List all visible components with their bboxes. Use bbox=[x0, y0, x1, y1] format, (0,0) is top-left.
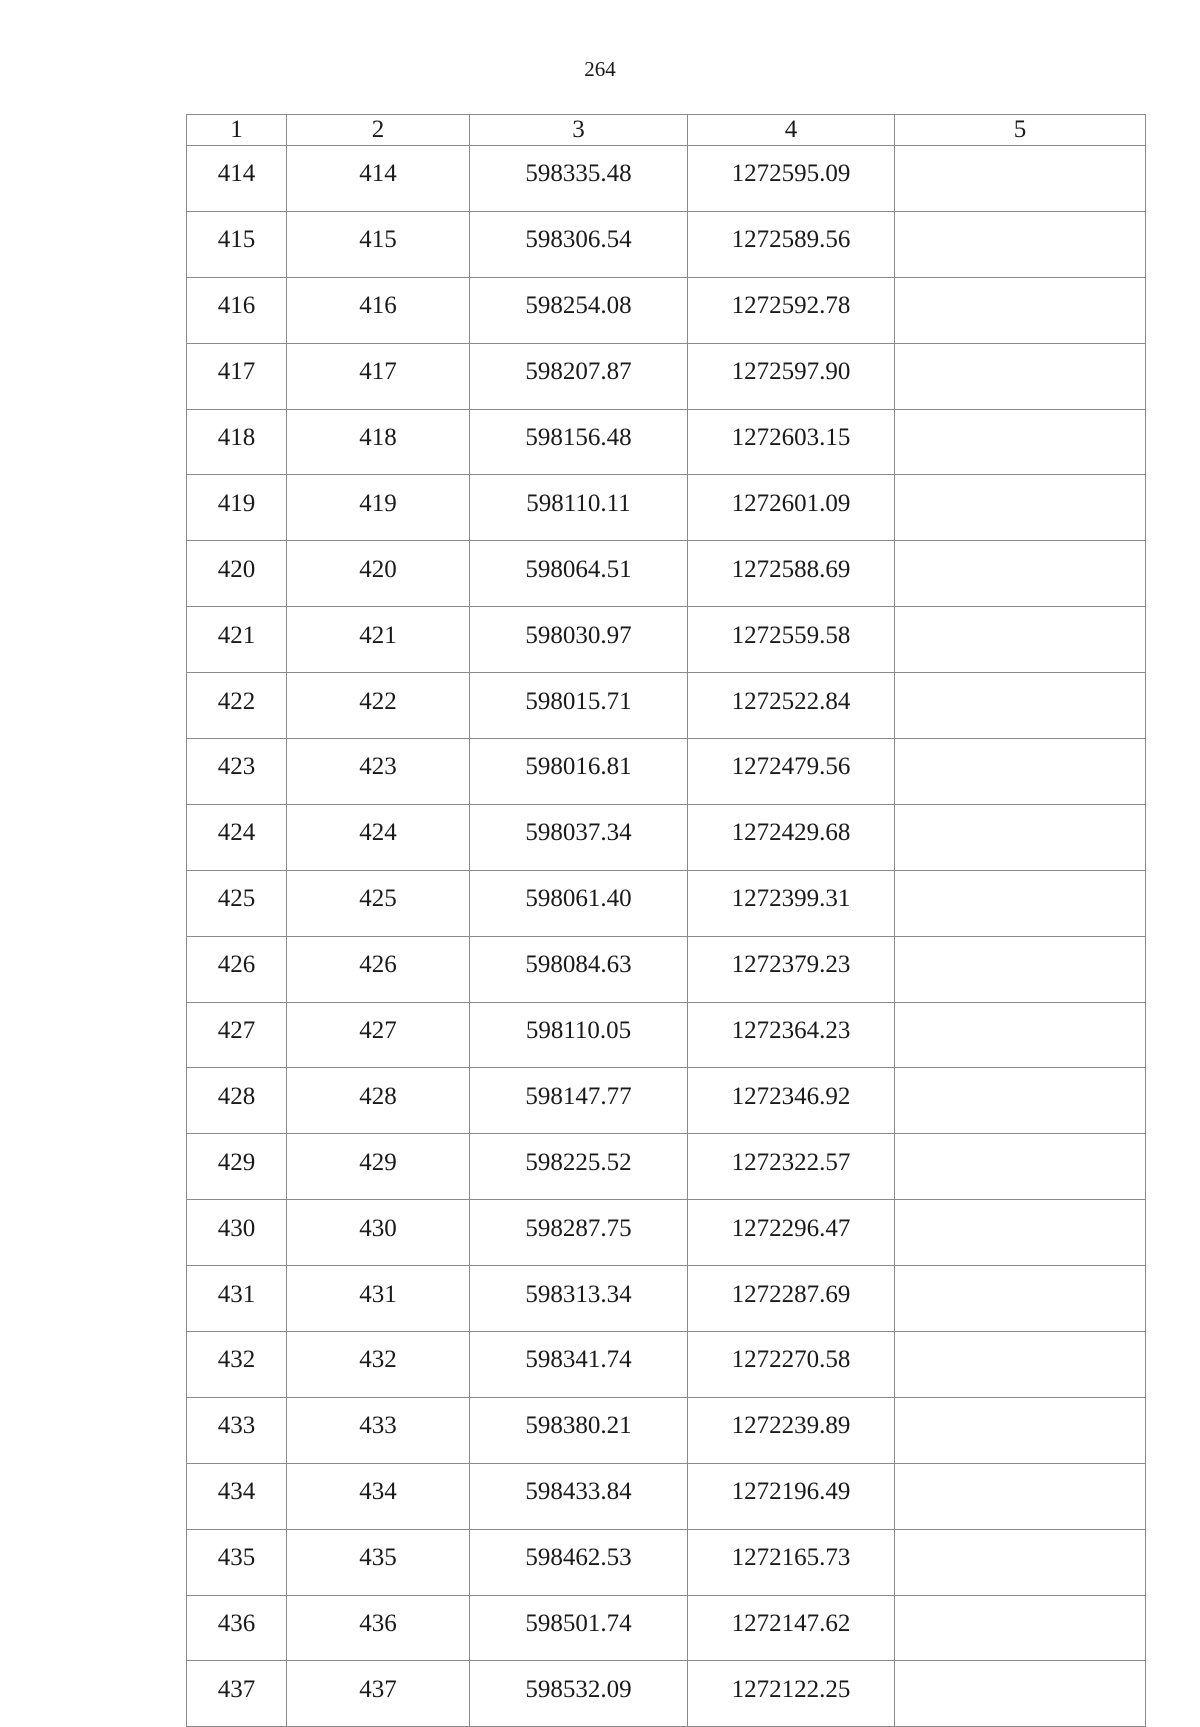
column-header-2: 2 bbox=[287, 115, 470, 146]
cell-point-number-alt: 425 bbox=[287, 870, 470, 936]
cell-y-coordinate: 1272592.78 bbox=[688, 277, 895, 343]
cell-y-coordinate: 1272597.90 bbox=[688, 343, 895, 409]
table-row bbox=[187, 211, 1146, 277]
cell-x-coordinate: 598061.40 bbox=[470, 870, 688, 936]
cell-note bbox=[895, 1002, 1146, 1068]
cell-point-number: 415 bbox=[187, 211, 287, 277]
cell-point-number-alt: 426 bbox=[287, 936, 470, 1002]
cell-x-coordinate: 598084.63 bbox=[470, 936, 688, 1002]
cell-point-number: 435 bbox=[187, 1529, 287, 1595]
cell-note bbox=[895, 475, 1146, 541]
cell-point-number-alt: 414 bbox=[287, 146, 470, 212]
table-row bbox=[187, 1397, 1146, 1463]
header-row bbox=[187, 115, 1146, 146]
table-row bbox=[187, 1002, 1146, 1068]
cell-note bbox=[895, 1661, 1146, 1727]
cell-point-number: 428 bbox=[187, 1068, 287, 1134]
cell-y-coordinate: 1272595.09 bbox=[688, 146, 895, 212]
table-row bbox=[187, 1661, 1146, 1727]
cell-note bbox=[895, 1134, 1146, 1200]
cell-point-number: 436 bbox=[187, 1595, 287, 1661]
cell-x-coordinate: 598037.34 bbox=[470, 804, 688, 870]
cell-y-coordinate: 1272287.69 bbox=[688, 1266, 895, 1332]
cell-note bbox=[895, 1068, 1146, 1134]
cell-point-number: 433 bbox=[187, 1397, 287, 1463]
cell-point-number-alt: 427 bbox=[287, 1002, 470, 1068]
cell-point-number-alt: 420 bbox=[287, 541, 470, 607]
table-row bbox=[187, 804, 1146, 870]
cell-x-coordinate: 598110.11 bbox=[470, 475, 688, 541]
cell-point-number: 432 bbox=[187, 1332, 287, 1398]
cell-point-number-alt: 428 bbox=[287, 1068, 470, 1134]
table-row bbox=[187, 739, 1146, 805]
table-row bbox=[187, 146, 1146, 212]
cell-point-number-alt: 424 bbox=[287, 804, 470, 870]
cell-point-number-alt: 433 bbox=[287, 1397, 470, 1463]
cell-y-coordinate: 1272589.56 bbox=[688, 211, 895, 277]
cell-point-number-alt: 417 bbox=[287, 343, 470, 409]
cell-note bbox=[895, 343, 1146, 409]
cell-point-number: 421 bbox=[187, 607, 287, 673]
cell-note bbox=[895, 277, 1146, 343]
table-row bbox=[187, 475, 1146, 541]
table-row bbox=[187, 1266, 1146, 1332]
cell-point-number-alt: 422 bbox=[287, 673, 470, 739]
cell-x-coordinate: 598313.34 bbox=[470, 1266, 688, 1332]
cell-point-number: 414 bbox=[187, 146, 287, 212]
table-row bbox=[187, 541, 1146, 607]
table-row bbox=[187, 1332, 1146, 1398]
cell-y-coordinate: 1272239.89 bbox=[688, 1397, 895, 1463]
cell-point-number: 430 bbox=[187, 1200, 287, 1266]
cell-note bbox=[895, 870, 1146, 936]
cell-y-coordinate: 1272479.56 bbox=[688, 739, 895, 805]
cell-x-coordinate: 598532.09 bbox=[470, 1661, 688, 1727]
cell-note bbox=[895, 211, 1146, 277]
table-row bbox=[187, 870, 1146, 936]
cell-point-number: 420 bbox=[187, 541, 287, 607]
table-row bbox=[187, 936, 1146, 1002]
table-row bbox=[187, 1068, 1146, 1134]
cell-x-coordinate: 598225.52 bbox=[470, 1134, 688, 1200]
cell-y-coordinate: 1272379.23 bbox=[688, 936, 895, 1002]
column-header-1: 1 bbox=[187, 115, 287, 146]
cell-y-coordinate: 1272296.47 bbox=[688, 1200, 895, 1266]
table-row bbox=[187, 607, 1146, 673]
table-row bbox=[187, 1200, 1146, 1266]
cell-x-coordinate: 598207.87 bbox=[470, 343, 688, 409]
cell-point-number-alt: 436 bbox=[287, 1595, 470, 1661]
cell-point-number-alt: 418 bbox=[287, 409, 470, 475]
cell-point-number: 437 bbox=[187, 1661, 287, 1727]
cell-y-coordinate: 1272559.58 bbox=[688, 607, 895, 673]
cell-point-number: 434 bbox=[187, 1463, 287, 1529]
cell-x-coordinate: 598064.51 bbox=[470, 541, 688, 607]
cell-point-number-alt: 435 bbox=[287, 1529, 470, 1595]
cell-y-coordinate: 1272122.25 bbox=[688, 1661, 895, 1727]
cell-point-number-alt: 429 bbox=[287, 1134, 470, 1200]
cell-x-coordinate: 598147.77 bbox=[470, 1068, 688, 1134]
table-header bbox=[187, 115, 1146, 146]
cell-point-number-alt: 430 bbox=[287, 1200, 470, 1266]
cell-point-number-alt: 421 bbox=[287, 607, 470, 673]
cell-y-coordinate: 1272196.49 bbox=[688, 1463, 895, 1529]
cell-point-number: 418 bbox=[187, 409, 287, 475]
cell-y-coordinate: 1272588.69 bbox=[688, 541, 895, 607]
cell-x-coordinate: 598335.48 bbox=[470, 146, 688, 212]
cell-y-coordinate: 1272601.09 bbox=[688, 475, 895, 541]
cell-point-number: 431 bbox=[187, 1266, 287, 1332]
cell-point-number: 419 bbox=[187, 475, 287, 541]
cell-note bbox=[895, 146, 1146, 212]
cell-point-number-alt: 423 bbox=[287, 739, 470, 805]
cell-x-coordinate: 598380.21 bbox=[470, 1397, 688, 1463]
cell-note bbox=[895, 673, 1146, 739]
table-row bbox=[187, 277, 1146, 343]
table-body bbox=[187, 146, 1146, 1727]
cell-point-number: 429 bbox=[187, 1134, 287, 1200]
column-header-4: 4 bbox=[688, 115, 895, 146]
cell-x-coordinate: 598341.74 bbox=[470, 1332, 688, 1398]
cell-note bbox=[895, 1529, 1146, 1595]
cell-y-coordinate: 1272429.68 bbox=[688, 804, 895, 870]
cell-point-number-alt: 431 bbox=[287, 1266, 470, 1332]
table-row bbox=[187, 1463, 1146, 1529]
cell-y-coordinate: 1272346.92 bbox=[688, 1068, 895, 1134]
cell-y-coordinate: 1272270.58 bbox=[688, 1332, 895, 1398]
cell-x-coordinate: 598016.81 bbox=[470, 739, 688, 805]
cell-x-coordinate: 598306.54 bbox=[470, 211, 688, 277]
cell-note bbox=[895, 409, 1146, 475]
cell-point-number-alt: 434 bbox=[287, 1463, 470, 1529]
table-row bbox=[187, 1134, 1146, 1200]
cell-point-number-alt: 415 bbox=[287, 211, 470, 277]
cell-note bbox=[895, 607, 1146, 673]
table-row bbox=[187, 673, 1146, 739]
cell-note bbox=[895, 739, 1146, 805]
cell-x-coordinate: 598501.74 bbox=[470, 1595, 688, 1661]
cell-point-number: 417 bbox=[187, 343, 287, 409]
cell-note bbox=[895, 1266, 1146, 1332]
cell-point-number-alt: 416 bbox=[287, 277, 470, 343]
cell-y-coordinate: 1272603.15 bbox=[688, 409, 895, 475]
column-header-3: 3 bbox=[470, 115, 688, 146]
cell-x-coordinate: 598462.53 bbox=[470, 1529, 688, 1595]
cell-y-coordinate: 1272399.31 bbox=[688, 870, 895, 936]
cell-y-coordinate: 1272165.73 bbox=[688, 1529, 895, 1595]
table-row bbox=[187, 1595, 1146, 1661]
cell-x-coordinate: 598156.48 bbox=[470, 409, 688, 475]
cell-point-number: 422 bbox=[187, 673, 287, 739]
cell-x-coordinate: 598030.97 bbox=[470, 607, 688, 673]
cell-y-coordinate: 1272147.62 bbox=[688, 1595, 895, 1661]
cell-point-number-alt: 437 bbox=[287, 1661, 470, 1727]
cell-note bbox=[895, 804, 1146, 870]
column-header-5: 5 bbox=[895, 115, 1146, 146]
cell-point-number: 416 bbox=[187, 277, 287, 343]
table-row bbox=[187, 1529, 1146, 1595]
cell-point-number-alt: 432 bbox=[287, 1332, 470, 1398]
cell-note bbox=[895, 1332, 1146, 1398]
cell-x-coordinate: 598433.84 bbox=[470, 1463, 688, 1529]
cell-point-number: 425 bbox=[187, 870, 287, 936]
cell-point-number-alt: 419 bbox=[287, 475, 470, 541]
cell-point-number: 427 bbox=[187, 1002, 287, 1068]
cell-point-number: 424 bbox=[187, 804, 287, 870]
cell-note bbox=[895, 936, 1146, 1002]
cell-note bbox=[895, 1463, 1146, 1529]
cell-x-coordinate: 598287.75 bbox=[470, 1200, 688, 1266]
cell-note bbox=[895, 1595, 1146, 1661]
cell-x-coordinate: 598015.71 bbox=[470, 673, 688, 739]
cell-y-coordinate: 1272364.23 bbox=[688, 1002, 895, 1068]
table-row bbox=[187, 343, 1146, 409]
coordinates-table bbox=[186, 114, 1146, 1727]
cell-note bbox=[895, 541, 1146, 607]
cell-point-number: 423 bbox=[187, 739, 287, 805]
page-number: 264 bbox=[584, 57, 616, 81]
cell-point-number: 426 bbox=[187, 936, 287, 1002]
cell-note bbox=[895, 1200, 1146, 1266]
cell-note bbox=[895, 1397, 1146, 1463]
cell-y-coordinate: 1272522.84 bbox=[688, 673, 895, 739]
cell-x-coordinate: 598110.05 bbox=[470, 1002, 688, 1068]
cell-x-coordinate: 598254.08 bbox=[470, 277, 688, 343]
table-row bbox=[187, 409, 1146, 475]
cell-y-coordinate: 1272322.57 bbox=[688, 1134, 895, 1200]
